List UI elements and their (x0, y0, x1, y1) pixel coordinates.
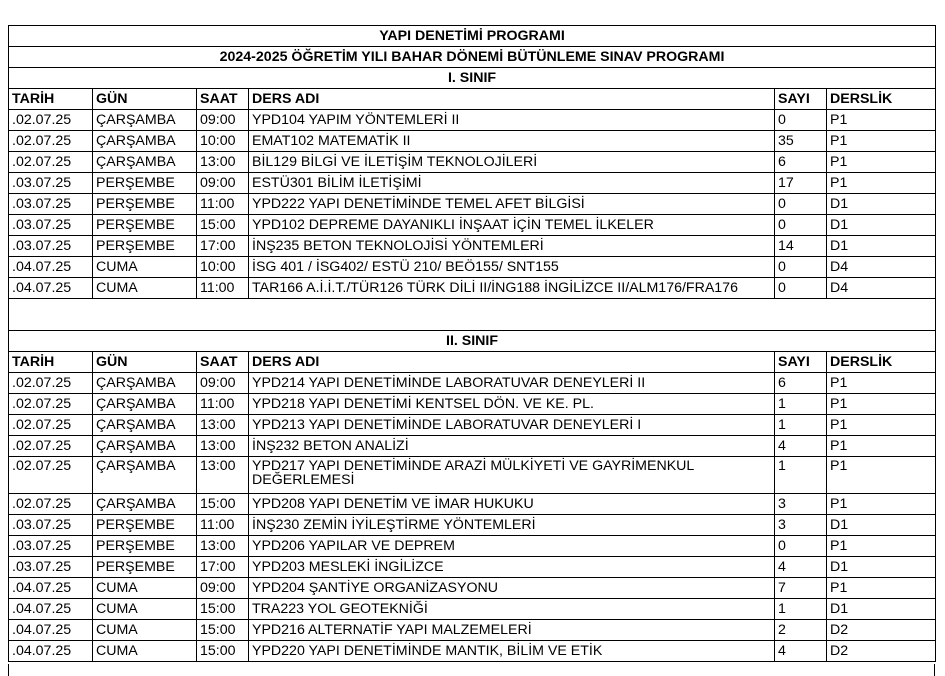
program-subtitle: 2024-2025 ÖĞRETİM YILI BAHAR DÖNEMİ BÜTÜNLEME SINAV PROGRAMI (9, 47, 936, 68)
table-row (9, 599, 936, 620)
date-cell: .04.07.25 (9, 599, 93, 620)
time-cell: 13:00 (197, 152, 249, 173)
time-cell: 09:00 (197, 578, 249, 599)
room-cell: P1 (827, 415, 936, 436)
count-cell: 2 (775, 620, 827, 641)
column-header-sayi: SAYI (775, 352, 827, 373)
table-row (9, 394, 936, 415)
course-cell: YPD216 ALTERNATİF YAPI MALZEMELERİ (249, 620, 775, 641)
count-cell: 4 (775, 436, 827, 457)
table-row (9, 278, 936, 299)
day-cell: PERŞEMBE (93, 536, 197, 557)
column-header-row (9, 89, 936, 110)
time-cell: 10:00 (197, 131, 249, 152)
column-header-tarih: TARİH (9, 89, 93, 110)
date-cell: .02.07.25 (9, 415, 93, 436)
date-cell: .02.07.25 (9, 494, 93, 515)
count-cell: 0 (775, 194, 827, 215)
room-cell: P1 (827, 373, 936, 394)
day-cell: ÇARŞAMBA (93, 152, 197, 173)
room-cell: P1 (827, 394, 936, 415)
time-cell: 15:00 (197, 215, 249, 236)
room-cell: P1 (827, 173, 936, 194)
date-cell: .03.07.25 (9, 215, 93, 236)
room-cell: P1 (827, 131, 936, 152)
exam-schedule-table (8, 25, 936, 662)
column-header-gun: GÜN (93, 89, 197, 110)
date-cell: .04.07.25 (9, 641, 93, 662)
course-cell: YPD203 MESLEKİ İNGİLİZCE (249, 557, 775, 578)
count-cell: 0 (775, 257, 827, 278)
count-cell: 17 (775, 173, 827, 194)
table-row (9, 152, 936, 173)
room-cell: D4 (827, 278, 936, 299)
room-cell: P1 (827, 457, 936, 494)
column-header-derslik: DERSLİK (827, 89, 936, 110)
room-cell: D1 (827, 215, 936, 236)
course-cell: YPD213 YAPI DENETİMİNDE LABORATUVAR DENEYLERİ I (249, 415, 775, 436)
date-cell: .03.07.25 (9, 557, 93, 578)
count-cell: 4 (775, 557, 827, 578)
time-cell: 15:00 (197, 641, 249, 662)
day-cell: PERŞEMBE (93, 194, 197, 215)
day-cell: PERŞEMBE (93, 173, 197, 194)
table-row (9, 173, 936, 194)
table-row (9, 457, 936, 494)
date-cell: .02.07.25 (9, 131, 93, 152)
time-cell: 09:00 (197, 110, 249, 131)
table-row (9, 557, 936, 578)
room-cell: P1 (827, 152, 936, 173)
count-cell: 0 (775, 110, 827, 131)
time-cell: 15:00 (197, 599, 249, 620)
section-title-row (9, 331, 936, 352)
table-row (9, 236, 936, 257)
course-cell: ESTÜ301 BİLİM İLETİŞİMİ (249, 173, 775, 194)
date-cell: .02.07.25 (9, 152, 93, 173)
date-cell: .02.07.25 (9, 457, 93, 494)
course-cell: YPD206 YAPILAR VE DEPREM (249, 536, 775, 557)
course-cell: YPD208 YAPI DENETİM VE İMAR HUKUKU (249, 494, 775, 515)
time-cell: 09:00 (197, 173, 249, 194)
count-cell: 0 (775, 536, 827, 557)
table-row (9, 215, 936, 236)
column-header-saat: SAAT (197, 89, 249, 110)
table-row (9, 578, 936, 599)
room-cell: D2 (827, 641, 936, 662)
time-cell: 13:00 (197, 415, 249, 436)
date-cell: .03.07.25 (9, 173, 93, 194)
time-cell: 09:00 (197, 373, 249, 394)
date-cell: .04.07.25 (9, 620, 93, 641)
section-title-row (9, 68, 936, 89)
course-cell: YPD104 YAPIM YÖNTEMLERİ II (249, 110, 775, 131)
course-cell: YPD102 DEPREME DAYANIKLI İNŞAAT İÇİN TEMEL İLKELER (249, 215, 775, 236)
day-cell: ÇARŞAMBA (93, 494, 197, 515)
table-row (9, 194, 936, 215)
time-cell: 11:00 (197, 194, 249, 215)
time-cell: 11:00 (197, 394, 249, 415)
course-cell: YPD204 ŞANTİYE ORGANİZASYONU (249, 578, 775, 599)
table-row (9, 257, 936, 278)
day-cell: CUMA (93, 578, 197, 599)
count-cell: 0 (775, 278, 827, 299)
date-cell: .02.07.25 (9, 110, 93, 131)
table-continuation (8, 664, 935, 676)
course-cell: YPD218 YAPI DENETİMİ KENTSEL DÖN. VE KE. PL. (249, 394, 775, 415)
table-row (9, 436, 936, 457)
column-header-gun: GÜN (93, 352, 197, 373)
time-cell: 13:00 (197, 536, 249, 557)
date-cell: .03.07.25 (9, 194, 93, 215)
count-cell: 4 (775, 641, 827, 662)
time-cell: 15:00 (197, 620, 249, 641)
room-cell: P1 (827, 578, 936, 599)
course-cell: İNŞ230 ZEMİN İYİLEŞTİRME YÖNTEMLERİ (249, 515, 775, 536)
day-cell: CUMA (93, 257, 197, 278)
room-cell: D1 (827, 194, 936, 215)
course-cell: TAR166 A.İ.İ.T./TÜR126 TÜRK DİLİ II/İNG188 İNGİLİZCE II/ALM176/FRA176 (249, 278, 775, 299)
date-cell: .03.07.25 (9, 536, 93, 557)
room-cell: P1 (827, 110, 936, 131)
day-cell: PERŞEMBE (93, 215, 197, 236)
column-header-ders: DERS ADI (249, 352, 775, 373)
time-cell: 10:00 (197, 257, 249, 278)
program-subtitle-row (9, 47, 936, 68)
section-spacer (9, 299, 936, 331)
count-cell: 1 (775, 599, 827, 620)
count-cell: 1 (775, 457, 827, 494)
date-cell: .04.07.25 (9, 578, 93, 599)
room-cell: D1 (827, 599, 936, 620)
course-cell: BİL129 BİLGİ VE İLETİŞİM TEKNOLOJİLERİ (249, 152, 775, 173)
column-header-row (9, 352, 936, 373)
date-cell: .02.07.25 (9, 394, 93, 415)
table-row (9, 494, 936, 515)
room-cell: D1 (827, 515, 936, 536)
count-cell: 6 (775, 152, 827, 173)
day-cell: CUMA (93, 599, 197, 620)
course-cell: TRA223 YOL GEOTEKNİĞİ (249, 599, 775, 620)
day-cell: CUMA (93, 641, 197, 662)
table-row (9, 415, 936, 436)
course-cell: EMAT102 MATEMATİK II (249, 131, 775, 152)
table-row (9, 131, 936, 152)
room-cell: P1 (827, 536, 936, 557)
section-title: II. SINIF (9, 331, 936, 352)
day-cell: PERŞEMBE (93, 236, 197, 257)
course-cell: YPD220 YAPI DENETİMİNDE MANTIK, BİLİM VE ETİK (249, 641, 775, 662)
course-cell: YPD214 YAPI DENETİMİNDE LABORATUVAR DENEYLERİ II (249, 373, 775, 394)
room-cell: P1 (827, 436, 936, 457)
date-cell: .03.07.25 (9, 515, 93, 536)
day-cell: ÇARŞAMBA (93, 415, 197, 436)
count-cell: 1 (775, 415, 827, 436)
column-header-derslik: DERSLİK (827, 352, 936, 373)
column-header-ders: DERS ADI (249, 89, 775, 110)
count-cell: 14 (775, 236, 827, 257)
time-cell: 11:00 (197, 278, 249, 299)
date-cell: .02.07.25 (9, 436, 93, 457)
table-row (9, 620, 936, 641)
time-cell: 13:00 (197, 457, 249, 494)
count-cell: 6 (775, 373, 827, 394)
spacer-cell (9, 299, 936, 331)
column-header-saat: SAAT (197, 352, 249, 373)
count-cell: 3 (775, 515, 827, 536)
date-cell: .04.07.25 (9, 257, 93, 278)
count-cell: 3 (775, 494, 827, 515)
count-cell: 7 (775, 578, 827, 599)
day-cell: ÇARŞAMBA (93, 373, 197, 394)
day-cell: CUMA (93, 620, 197, 641)
room-cell: P1 (827, 494, 936, 515)
table-row (9, 536, 936, 557)
table-row (9, 641, 936, 662)
exam-schedule-sheet (8, 25, 935, 662)
room-cell: D1 (827, 236, 936, 257)
day-cell: ÇARŞAMBA (93, 131, 197, 152)
day-cell: ÇARŞAMBA (93, 110, 197, 131)
time-cell: 17:00 (197, 236, 249, 257)
room-cell: D2 (827, 620, 936, 641)
table-row (9, 373, 936, 394)
day-cell: CUMA (93, 278, 197, 299)
course-cell: İNŞ235 BETON TEKNOLOJİSİ YÖNTEMLERİ (249, 236, 775, 257)
room-cell: D4 (827, 257, 936, 278)
course-cell: YPD222 YAPI DENETİMİNDE TEMEL AFET BİLGİSİ (249, 194, 775, 215)
course-cell: İNŞ232 BETON ANALİZİ (249, 436, 775, 457)
day-cell: ÇARŞAMBA (93, 436, 197, 457)
column-header-tarih: TARİH (9, 352, 93, 373)
section-title: I. SINIF (9, 68, 936, 89)
time-cell: 11:00 (197, 515, 249, 536)
count-cell: 1 (775, 394, 827, 415)
date-cell: .04.07.25 (9, 278, 93, 299)
course-cell: İSG 401 / İSG402/ ESTÜ 210/ BEÖ155/ SNT155 (249, 257, 775, 278)
day-cell: PERŞEMBE (93, 515, 197, 536)
day-cell: ÇARŞAMBA (93, 394, 197, 415)
room-cell: D1 (827, 557, 936, 578)
table-row (9, 515, 936, 536)
date-cell: .03.07.25 (9, 236, 93, 257)
time-cell: 15:00 (197, 494, 249, 515)
time-cell: 17:00 (197, 557, 249, 578)
count-cell: 0 (775, 215, 827, 236)
column-header-sayi: SAYI (775, 89, 827, 110)
date-cell: .02.07.25 (9, 373, 93, 394)
day-cell: ÇARŞAMBA (93, 457, 197, 494)
course-cell: YPD217 YAPI DENETİMİNDE ARAZİ MÜLKİYETİ VE GAYRİMENKUL DEĞERLEMESİ (249, 457, 775, 494)
day-cell: PERŞEMBE (93, 557, 197, 578)
time-cell: 13:00 (197, 436, 249, 457)
program-title: YAPI DENETİMİ PROGRAMI (9, 26, 936, 47)
table-row (9, 110, 936, 131)
count-cell: 35 (775, 131, 827, 152)
program-title-row (9, 26, 936, 47)
